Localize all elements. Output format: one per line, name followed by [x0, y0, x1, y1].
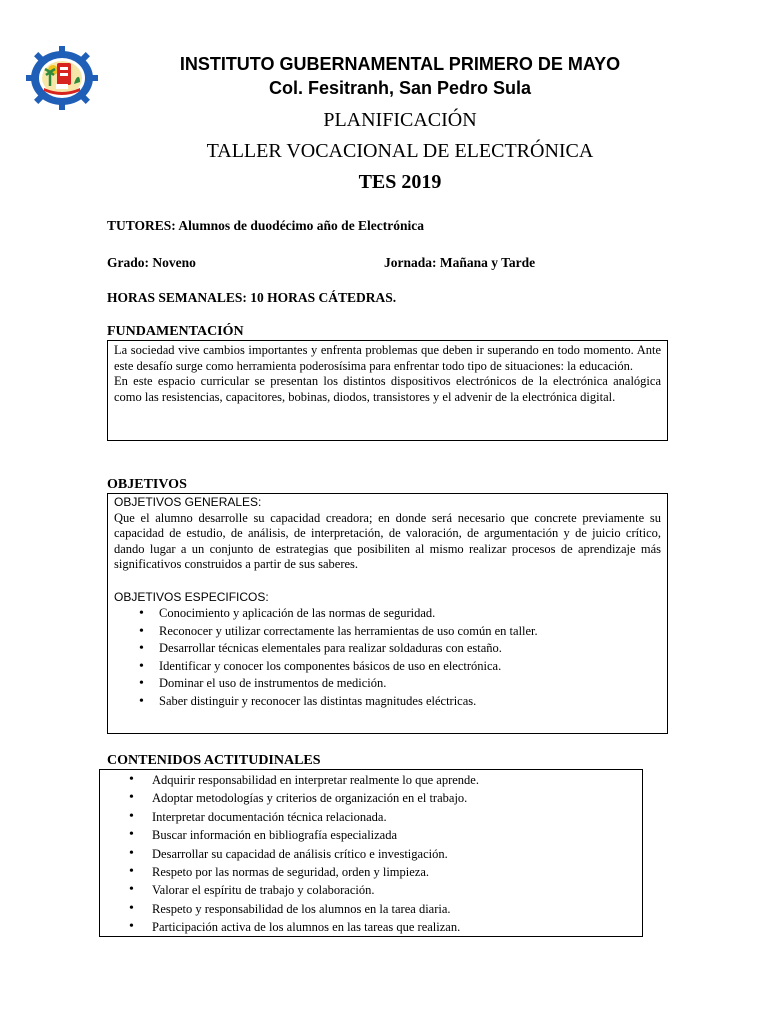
objetivos-heading: OBJETIVOS	[107, 477, 187, 492]
list-item: • Conocimiento y aplicación de las normas de seguridad.	[114, 605, 661, 623]
list-item: • Buscar información en bibliografía especializada	[100, 826, 642, 844]
list-item: • Reconocer y utilizar correctamente las herramientas de uso común en taller.	[114, 623, 661, 641]
list-item: • Interpretar documentación técnica relacionada.	[100, 808, 642, 826]
fundamentacion-heading: FUNDAMENTACIÓN	[107, 324, 244, 339]
list-item: • Desarrollar su capacidad de análisis crítico e investigación.	[100, 845, 642, 863]
objetivos-generales-label: OBJETIVOS GENERALES:	[114, 495, 262, 509]
list-item: • Participación activa de los alumnos en las tareas que realizan.	[100, 918, 642, 936]
institution-name: INSTITUTO GUBERNAMENTAL PRIMERO DE MAYO	[179, 54, 621, 74]
document-title: PLANIFICACIÓN	[323, 109, 477, 131]
objetivos-box	[107, 493, 668, 734]
year-title: TES 2019	[358, 171, 442, 193]
objetivos-generales-text: Que el alumno desarrolle su capacidad creadora; en donde será necesario que concrete previamente su capacidad de estudio, de análisis, de interpretación, de valoración, de argumentación y de juicio crítico, dando lugar a un conjunto de estrategias que posibiliten al mismo realizar procesos de aprendizaje más significativos construidos a partir de sus saberes.	[114, 510, 661, 571]
grado-field: Grado: Noveno	[107, 255, 196, 270]
list-item: • Identificar y conocer los componentes básicos de uso en electrónica.	[114, 658, 661, 676]
jornada-field: Jornada: Mañana y Tarde	[384, 255, 536, 270]
fundamentacion-box	[107, 340, 668, 441]
institution-location: Col. Fesitranh, San Pedro Sula	[268, 78, 532, 98]
objetivos-especificos-list	[114, 605, 661, 710]
actitudinales-box	[99, 769, 643, 937]
list-item: • Respeto y responsabilidad de los alumnos en la tarea diaria.	[100, 900, 642, 918]
horas-field: HORAS SEMANALES: 10 HORAS CÁTEDRAS.	[107, 290, 397, 305]
list-item: • Desarrollar técnicas elementales para realizar soldaduras con estaño.	[114, 640, 661, 658]
objetivos-especificos-label: OBJETIVOS ESPECIFICOS:	[114, 589, 269, 604]
fundamentacion-paragraph: La sociedad vive cambios importantes y enfrenta problemas que deben ir superando en todo momento. Ante este desafío surge como herramienta poderosísima para enfrentar todo tipo de situaciones: la educación.	[114, 343, 661, 373]
list-item: • Valorar el espíritu de trabajo y colaboración.	[100, 881, 642, 899]
list-item: • Respeto por las normas de seguridad, orden y limpieza.	[100, 863, 642, 881]
list-item: • Adquirir responsabilidad en interpretar realmente lo que aprende.	[100, 771, 642, 789]
school-crest-icon	[26, 46, 98, 110]
actitudinales-list	[100, 771, 642, 937]
actitudinales-heading: CONTENIDOS ACTITUDINALES	[107, 753, 321, 768]
fundamentacion-paragraph: En este espacio curricular se presentan los distintos dispositivos electrónicos de la electrónica analógica como las resistencias, capacitores, bobinas, diodos, transistores y el advenir de la electrónica digital.	[114, 374, 661, 404]
list-item: • Dominar el uso de instrumentos de medición.	[114, 675, 661, 693]
workshop-title: TALLER VOCACIONAL DE ELECTRÓNICA	[206, 140, 594, 162]
list-item: • Saber distinguir y reconocer las distintas magnitudes eléctricas.	[114, 693, 661, 711]
list-item: • Adoptar metodologías y criterios de organización en el trabajo.	[100, 789, 642, 807]
tutores-field: TUTORES: Alumnos de duodécimo año de Electrónica	[107, 218, 425, 233]
